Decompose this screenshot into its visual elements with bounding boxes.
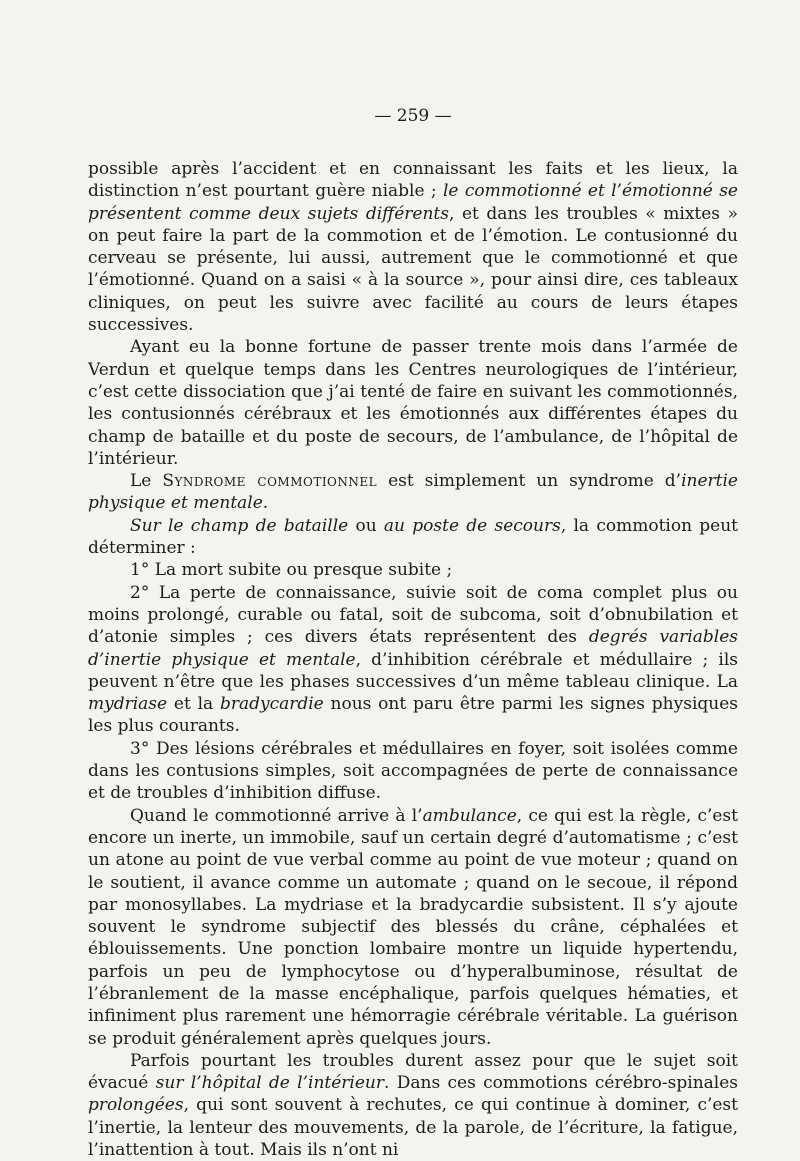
p3-text-c: est simplement un syndrome d’ bbox=[377, 471, 682, 492]
paragraph-5: 1° La mort subite ou presque subite ; bbox=[130, 560, 453, 581]
p8-text-a: Quand le commotionné arrive à l’ bbox=[130, 805, 423, 826]
paragraph-1 bbox=[88, 158, 738, 336]
paragraph-6 bbox=[88, 582, 738, 738]
p8-text-c: , ce qui est la règle, c’est encore un inerte, un immobile, sauf un certain degré d’automatisme ; c’est un atone au point de vue verbal comme au point de vue moteur ; quand on le soutient, il avance comme un automate ; quand on le secoue, il répond par monosyllabes. La mydriase et la bradycardie subsistent. Il s’y ajoute souvent le syndrome subjectif des blessés du crâne, céphalées et éblouissements. Une ponction lombaire montre un liquide hypertendu, parfois un peu de lymphocytose ou d’hyperalbuminose, résultat de l’ébranlement de la masse encéphalique, parfois quelques hématies, et infiniment plus rarement une hémorragie cérébrale véritable. La guérison se produit généralement après quelques jours. bbox=[88, 805, 738, 1049]
page-number: — 259 — bbox=[374, 106, 452, 126]
p9-text-c: . Dans ces commotions cérébro-spinales bbox=[384, 1073, 739, 1094]
p3-text-a: Le bbox=[130, 471, 163, 492]
p3-italic: inertie physique et mentale bbox=[88, 471, 738, 514]
p8-italic-b: ambulance bbox=[422, 805, 517, 826]
p9-italic-b: sur l’hôpital de l’intérieur bbox=[155, 1073, 384, 1094]
p6-italic-d: mydriase bbox=[88, 694, 168, 715]
p9-italic-d: prolongées bbox=[88, 1095, 184, 1116]
body-text bbox=[88, 158, 738, 1161]
paragraph-4 bbox=[88, 515, 738, 560]
p6-italic-b: degrés variables d’inertie physique et mentale bbox=[88, 627, 738, 670]
p4-italic-a: Sur le champ de bataille bbox=[130, 515, 349, 536]
p6-text-e: et la bbox=[167, 694, 220, 715]
p6-text-c: , d’inhibition cérébrale et médullaire ; ils peuvent n’être que les phases successives d’un même tableau clinique. La bbox=[88, 649, 738, 692]
paragraph-9 bbox=[88, 1050, 738, 1161]
p6-text-g: nous ont paru être parmi les signes physiques les plus courants. bbox=[88, 694, 738, 737]
p3-small-caps: Syndrome commotionnel bbox=[162, 471, 378, 492]
p4-italic-c: au poste de secours bbox=[383, 515, 561, 536]
p9-text-e: , qui sont souvent à rechutes, ce qui continue à dominer, c’est l’inertie, la lenteur des mouvements, de la parole, de l’écriture, la fatigue, l’inattention à tout. Mais ils n’ont ni bbox=[88, 1095, 738, 1161]
p4-text-b: ou bbox=[348, 515, 384, 536]
paragraph-8 bbox=[88, 805, 738, 1050]
paragraph-2: Ayant eu la bonne fortune de passer trente mois dans l’armée de Verdun et quelque temps dans les Centres neurologiques de l’intérieur, c’est cette dissociation que j’ai tenté de faire en suivant les commotionnés, les contusionnés cérébraux et les émotionnés aux différentes étapes du champ de bataille et du poste de secours, de l’ambulance, de l’hôpital de l’intérieur. bbox=[88, 337, 738, 469]
paragraph-3 bbox=[88, 470, 738, 515]
p1-text-a: possible après l’accident et en connaissant les faits et les lieux, la distinction n’est pourtant guère niable ; bbox=[88, 159, 738, 202]
p4-text-d: , la commotion peut déterminer : bbox=[88, 515, 739, 559]
p3-text-e: . bbox=[262, 493, 269, 514]
p9-text-a: Parfois pourtant les troubles durent assez pour que le sujet soit évacué bbox=[88, 1050, 738, 1094]
p1-italic: le commotionné et l’émotionné se présentent comme deux sujets différents bbox=[88, 181, 738, 224]
paragraph-7: 3° Des lésions cérébrales et médullaires en foyer, soit isolées comme dans les contusions simples, soit accompagnées de perte de connaissance et de troubles d’inhibition diffuse. bbox=[88, 738, 738, 804]
p6-text-a: 2° La perte de connaissance, suivie soit de coma complet plus ou moins prolongé, curable ou fatal, soit de subcoma, soit d’obnubilation et d’atonie simples ; ces divers états représentent des bbox=[88, 582, 738, 648]
p6-italic-f: bradycardie bbox=[219, 694, 324, 715]
p1-text-c: , et dans les troubles « mixtes » on peut faire la part de la commotion et de l’émotion. Le contusionné du cerveau se présente, lui aussi, autrement que le commotionné et que l’émotionné. Quand on a saisi « à la source », pour ainsi dire, ces tableaux cliniques, on peut les suivre avec facilité au cours de leurs étapes successives. bbox=[88, 203, 739, 336]
